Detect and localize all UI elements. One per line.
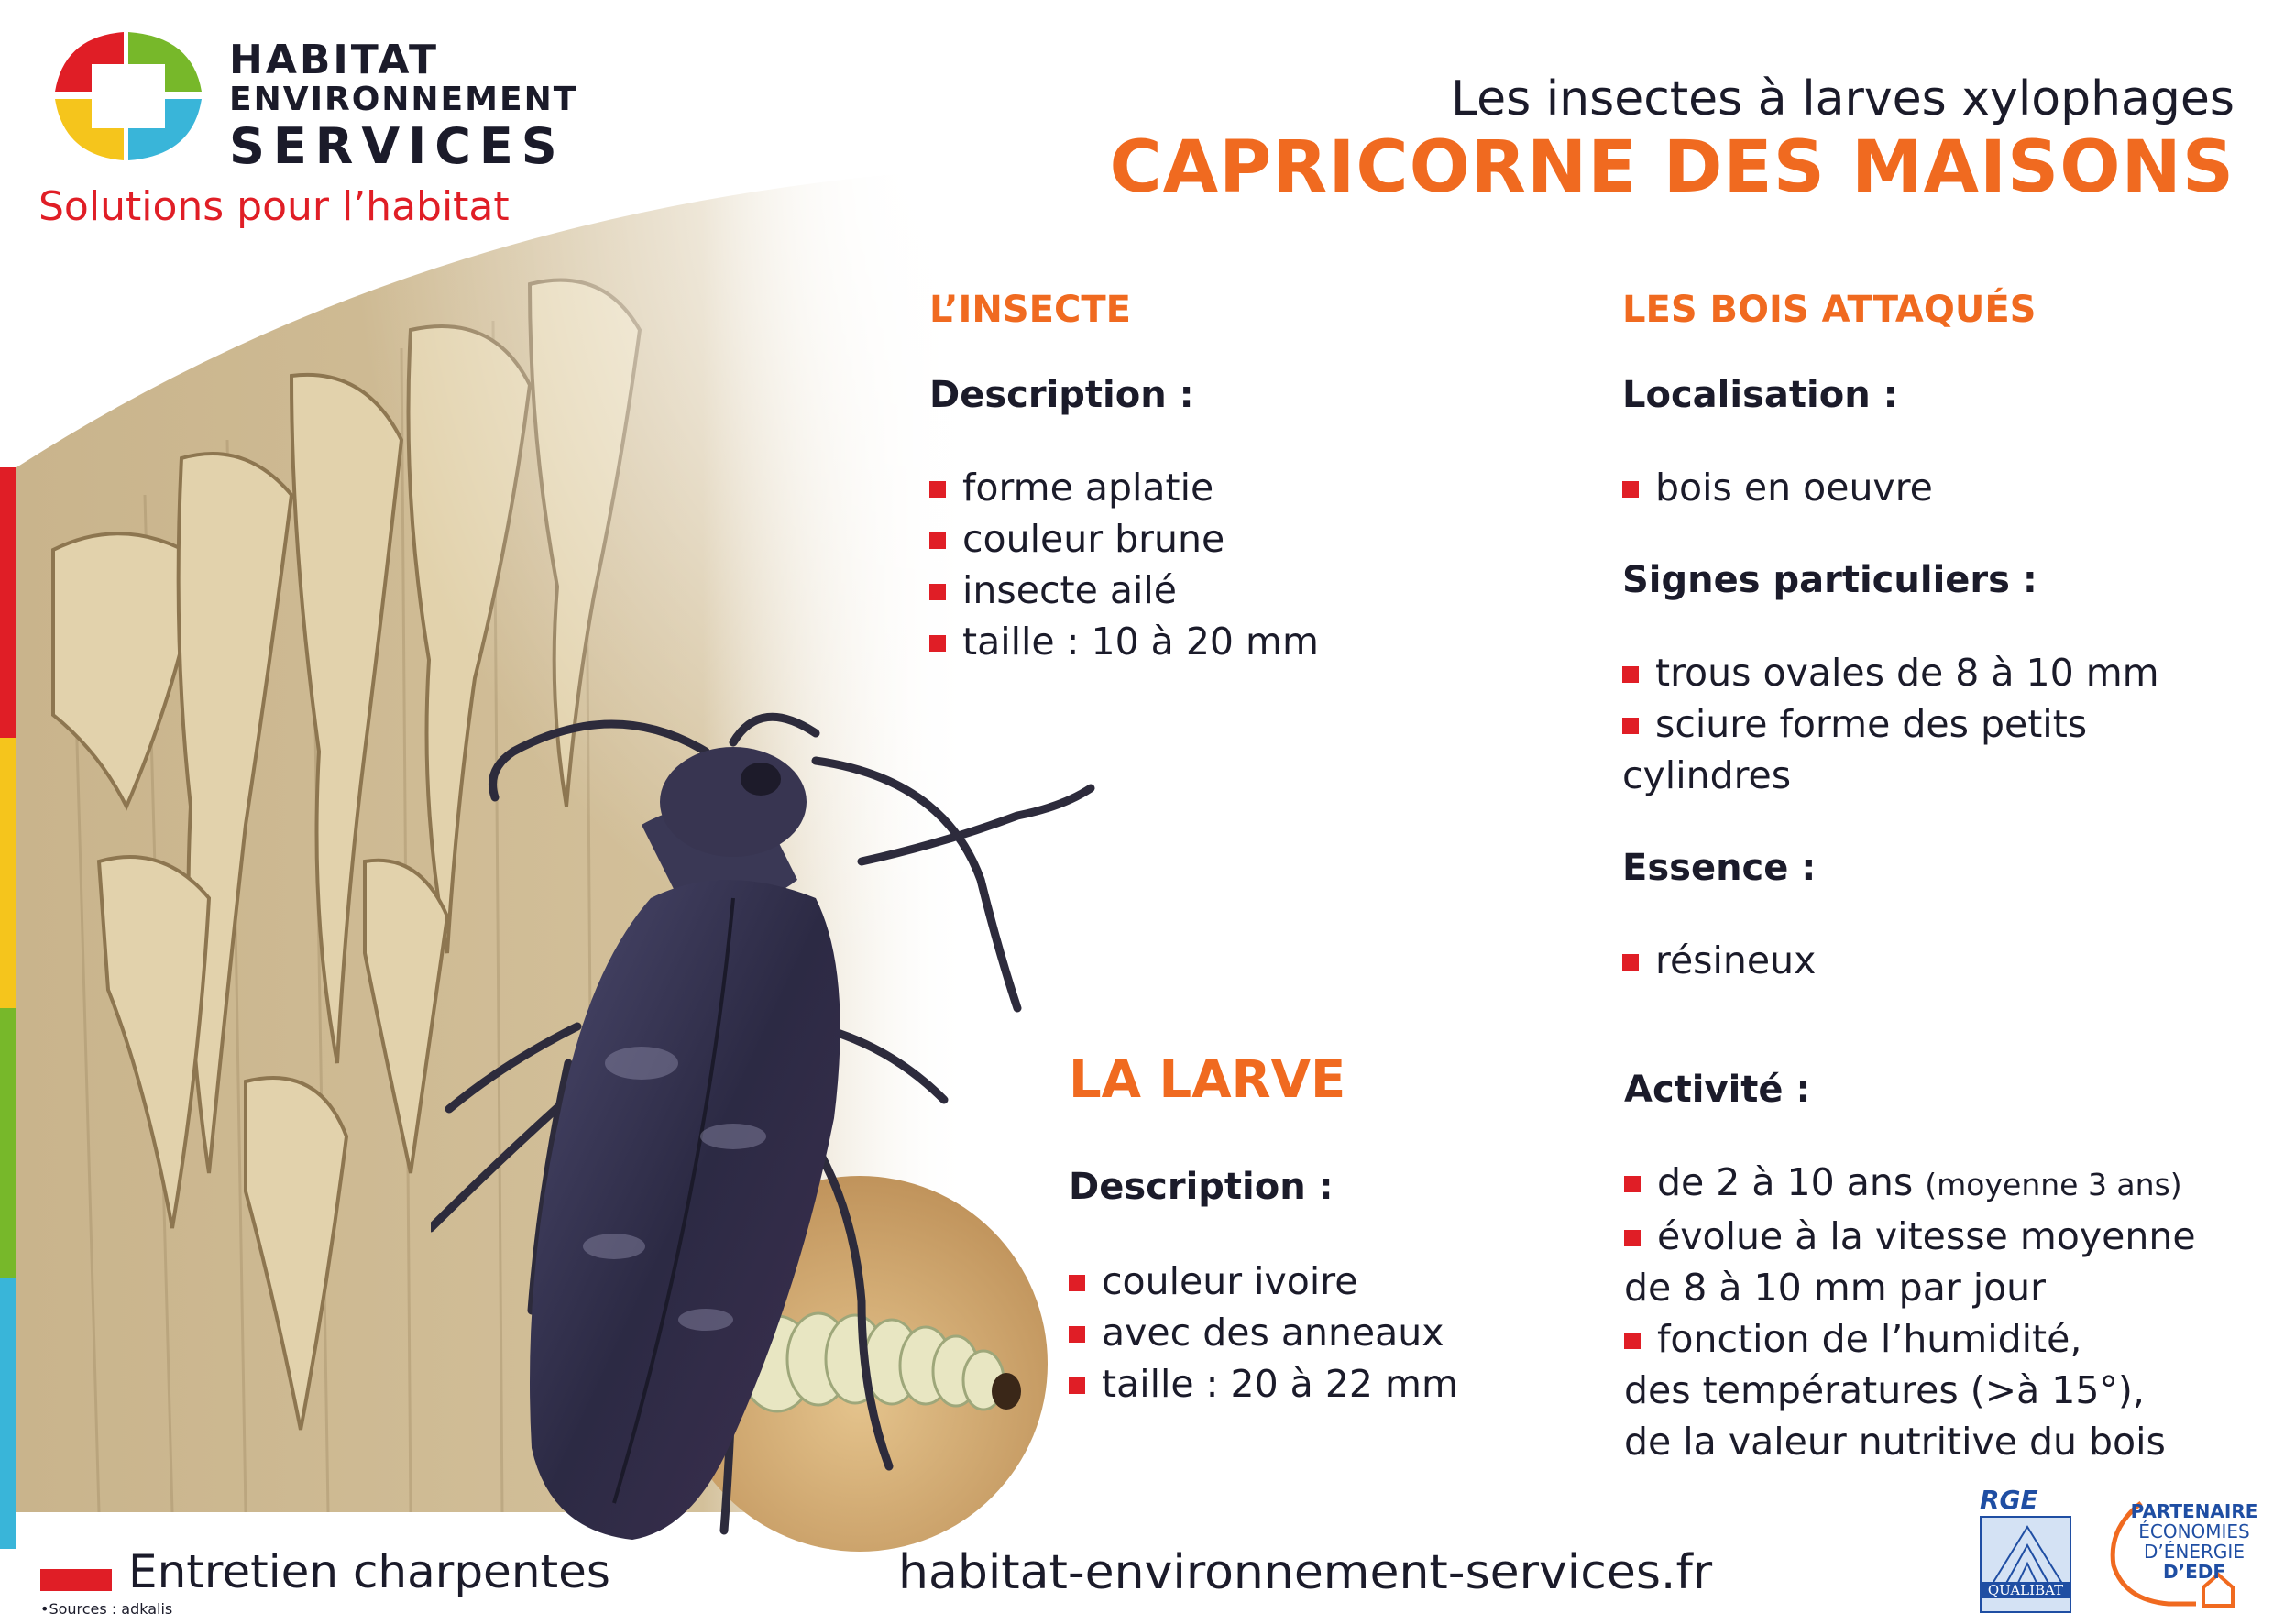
edf-partner-badge xyxy=(2104,1492,2260,1611)
beetle-photo xyxy=(431,678,1274,1567)
bullet-icon xyxy=(929,532,946,549)
list-item: de 2 à 10 ans (moyenne 3 ans) xyxy=(1624,1157,2196,1211)
list-item: insecte ailé xyxy=(929,565,1319,616)
list-item-continuation: des températures (>à 15°), xyxy=(1624,1368,2145,1412)
list-item-continuation: de la valeur nutritive du bois xyxy=(1624,1420,2166,1464)
rge-title: RGE xyxy=(1980,1485,2038,1515)
logo-line-habitat: HABITAT xyxy=(229,37,440,83)
rge-qualibat-badge xyxy=(1980,1485,2071,1613)
insect-description-list xyxy=(929,462,1319,667)
qualibat-label: QUALIBAT xyxy=(1982,1582,2070,1598)
list-item: avec des anneaux xyxy=(1069,1307,1458,1358)
bullet-icon xyxy=(1622,666,1639,683)
logo-line-environnement: ENVIRONNEMENT xyxy=(229,81,578,118)
footer-red-bar xyxy=(40,1569,112,1591)
strip-green xyxy=(0,1008,16,1278)
qualibat-emblem xyxy=(1980,1516,2071,1613)
wood-section-title: LES BOIS ATTAQUÉS xyxy=(1622,289,2037,331)
localisation-label: Localisation : xyxy=(1622,374,1898,416)
sources-note: •Sources : adkalis xyxy=(40,1600,173,1618)
activity-label: Activité : xyxy=(1624,1069,1811,1111)
insect-description-label: Description : xyxy=(929,374,1194,416)
larva-section-title: LA LARVE xyxy=(1069,1050,1346,1110)
insect-section-title: L’INSECTE xyxy=(929,289,1131,331)
edf-text: PARTENAIRE ÉCONOMIES D’ÉNERGIE D’EDF xyxy=(2130,1500,2258,1583)
strip-yellow xyxy=(0,738,16,1008)
website-link[interactable]: habitat-environnement-services.fr xyxy=(898,1545,1713,1600)
signs-label: Signes particuliers : xyxy=(1622,559,2037,601)
tagline: Solutions pour l’habitat xyxy=(38,183,510,230)
bullet-icon xyxy=(1624,1230,1641,1246)
bullet-icon xyxy=(1622,481,1639,498)
essence-list xyxy=(1622,935,1816,986)
list-item-continuation: de 8 à 10 mm par jour xyxy=(1624,1266,2047,1310)
list-item: taille : 20 à 22 mm xyxy=(1069,1358,1458,1410)
color-strip xyxy=(0,467,16,1549)
bullet-icon xyxy=(929,481,946,498)
house-logo-icon xyxy=(37,27,211,165)
essence-label: Essence : xyxy=(1622,847,1817,889)
list-item: forme aplatie xyxy=(929,462,1319,513)
list-item: couleur brune xyxy=(929,513,1319,565)
list-item: taille : 10 à 20 mm xyxy=(929,616,1319,667)
localisation-list xyxy=(1622,462,1933,513)
qualibat-building-icon xyxy=(1982,1518,2071,1591)
footer-label: Entretien charpentes xyxy=(128,1545,610,1598)
list-item-continuation: cylindres xyxy=(1622,753,1792,797)
bullet-icon xyxy=(1069,1275,1085,1291)
logo-line-services: SERVICES xyxy=(229,117,566,175)
bullet-icon xyxy=(1624,1333,1641,1349)
list-item: trous ovales de 8 à 10 mm xyxy=(1622,647,2159,698)
list-item: fonction de l’humidité, xyxy=(1624,1313,2196,1365)
larva-description-label: Description : xyxy=(1069,1166,1334,1208)
strip-cyan xyxy=(0,1278,16,1549)
list-item: bois en oeuvre xyxy=(1622,462,1933,513)
bullet-icon xyxy=(1624,1176,1641,1192)
signs-list xyxy=(1622,647,2159,801)
larva-description-list xyxy=(1069,1256,1458,1410)
list-item: résineux xyxy=(1622,935,1816,986)
bullet-icon xyxy=(1622,718,1639,734)
list-item: couleur ivoire xyxy=(1069,1256,1458,1307)
bullet-icon xyxy=(1622,954,1639,971)
page-title: CAPRICORNE DES MAISONS xyxy=(1109,126,2235,209)
bullet-icon xyxy=(1069,1377,1085,1394)
list-item: évolue à la vitesse moyenne xyxy=(1624,1211,2196,1262)
page-supertitle: Les insectes à larves xylophages xyxy=(1451,71,2235,126)
list-item: sciure forme des petits xyxy=(1622,698,2159,750)
strip-red xyxy=(0,467,16,738)
activity-list xyxy=(1624,1157,2196,1467)
bullet-icon xyxy=(929,635,946,652)
bullet-icon xyxy=(1069,1326,1085,1343)
bullet-icon xyxy=(929,584,946,600)
